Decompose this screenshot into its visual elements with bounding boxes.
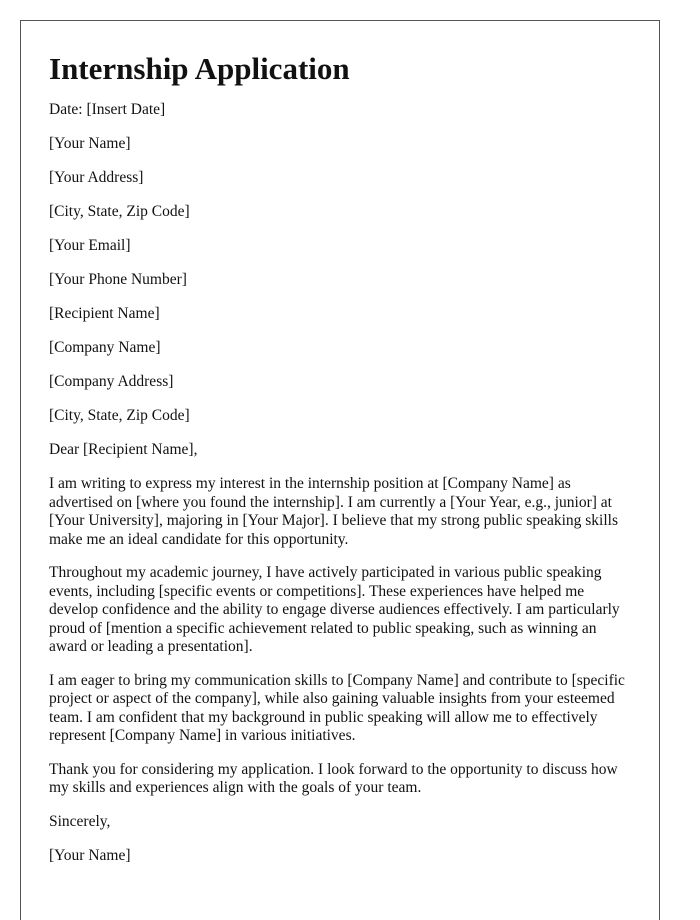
sender-name: [Your Name]	[49, 135, 131, 152]
body-paragraph-2: Throughout my academic journey, I have actively participated in various public speaking events, including [specific events or competitions]. These experiences have helped me develop confidence and the ability to engage diverse audiences effectively. I am particularly proud of [mention a specific achievement related to public speaking, such as winning an award or leading a presentation].	[49, 564, 620, 655]
recipient-address: [Company Address]	[49, 373, 174, 390]
recipient-city-state-zip: [City, State, Zip Code]	[49, 407, 190, 424]
closing: Sincerely,	[49, 812, 111, 830]
sender-city-state-zip: [City, State, Zip Code]	[49, 203, 190, 220]
recipient-company: [Company Name]	[49, 339, 161, 356]
body-paragraph-4: Thank you for considering my application. I look forward to the opportunity to discuss how my skills and experiences align with the goals of your team.	[49, 760, 618, 796]
signature-name: [Your Name]	[49, 846, 131, 864]
body-paragraph-3: I am eager to bring my communication skills to [Company Name] and contribute to [specific project or aspect of the company], while also gaining valuable insights from your esteemed team. I am confident that my background in public speaking will allow me to effectively represent [Company Name] in various initiatives.	[49, 671, 625, 744]
body-paragraph-1: I am writing to express my interest in the internship position at [Company Name] as advertised on [where you found the internship]. I am currently a [Your Year, e.g., junior] at [Your University], majoring in [Your Major]. I believe that my strong public speaking skills make me an ideal candidate for this opportunity.	[49, 475, 618, 548]
letter-page	[20, 20, 660, 920]
salutation: Dear [Recipient Name],	[49, 441, 198, 458]
date-line: Date: [Insert Date]	[49, 101, 166, 118]
sender-email: [Your Email]	[49, 237, 131, 254]
sender-phone: [Your Phone Number]	[49, 271, 187, 288]
letter-content	[49, 51, 634, 881]
recipient-name: [Recipient Name]	[49, 305, 160, 322]
sender-address: [Your Address]	[49, 169, 144, 186]
letter-title: Internship Application	[49, 51, 350, 86]
